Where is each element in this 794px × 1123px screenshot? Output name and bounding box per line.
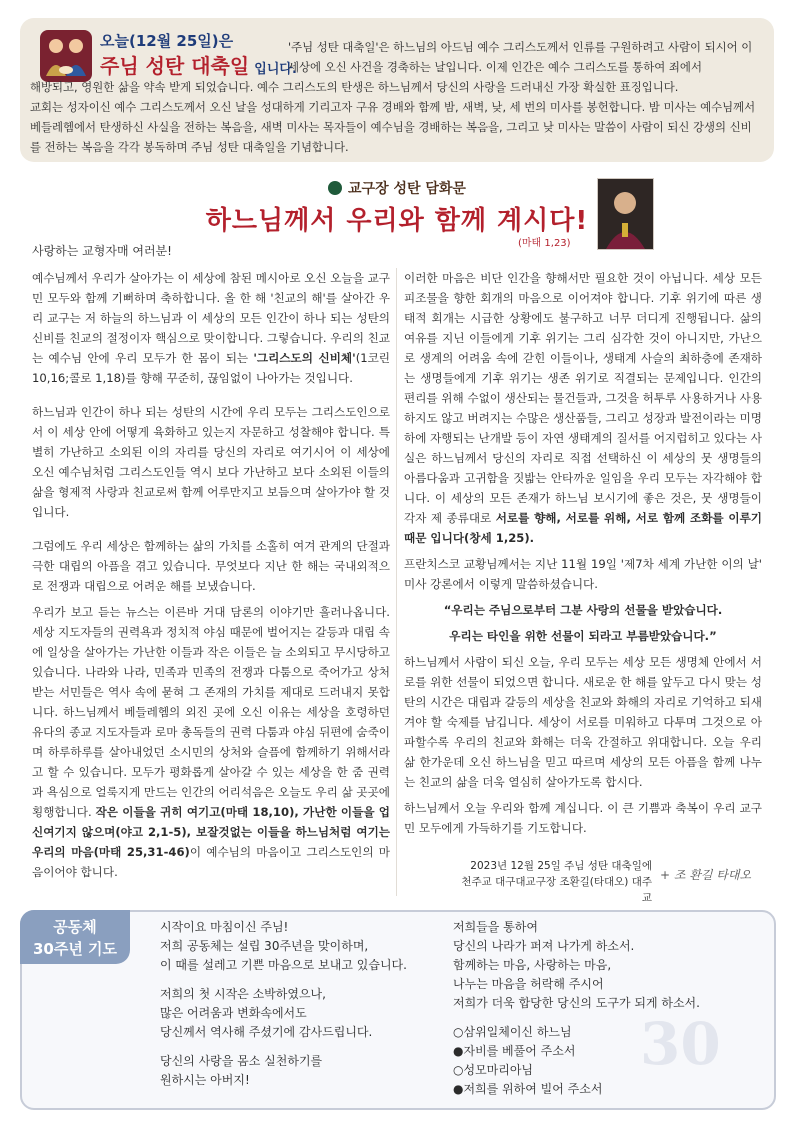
right-paragraph-4: 하느님께서 오늘 우리와 함께 계십니다. 이 큰 기쁨과 축복이 우리 교구민 모두에게 가득하기를 기도합니다. xyxy=(404,801,762,835)
intro-paragraph-1: 해방되고, 영원한 삶을 약속 받게 되었습니다. 예수 그리스도의 탄생은 하느님께서 당신의 사랑을 드러내신 가장 확실한 표징입니다. xyxy=(30,80,679,94)
prayer-column-2 xyxy=(453,918,753,1099)
left-p1-text-a: 예수님께서 우리가 살아가는 이 세상에 참된 메시아로 오신 오늘을 교구민 모두와 함께 기뻐하며 축하합니다. 올 한 해 '친교의 해'를 살아간 우리 교구는 저 하늘의 하느님과 이 세상의 모든 인간이 하나 되는 성탄의 신비를 친교의 절정이자 핵심으로 맞이합니다. 그렇습니다. 우리의 친교는 예수님 안에 우리 모두가 한 몸이 되는 xyxy=(32,271,390,365)
intro-text-rest xyxy=(30,77,758,157)
message-reference: (마태 1,23) xyxy=(518,238,571,249)
greeting: 사랑하는 교형자매 여러분! xyxy=(32,244,172,258)
left-paragraph-2: 하느님과 인간이 하나 되는 성탄의 시간에 우리 모두는 그리스도인으로서 이 세상 안에 어떻게 육화하고 있는지 자문하고 성찰해야 합니다. 특별히 가난하고 소외된 이의 자리를 당신의 자리로 여기시어 이 세상에 오신 예수님처럼 그리스도인들 역시 보다 가난하고 보다 소외된 이들의 삶을 형제적 사랑과 친교로써 함께 어루만지고 보듬으며 살아가야 할 것입니다. xyxy=(32,405,390,519)
bishop-portrait-icon xyxy=(598,179,653,249)
prayer-column-1 xyxy=(160,918,440,1100)
badge-title-suffix: 입니다. xyxy=(254,62,297,77)
pope-quote-line-2: 우리는 타인을 위한 선물이 되라고 부름받았습니다.” xyxy=(449,629,717,643)
signature-block xyxy=(452,858,652,906)
anniversary-watermark: 30 xyxy=(640,1010,721,1078)
bishop-photo xyxy=(597,178,654,250)
left-p1-bold: '그리스도의 신비체' xyxy=(253,351,356,365)
badge-title-main: 주님 성탄 대축일 xyxy=(100,54,250,78)
holy-family-icon xyxy=(38,26,94,84)
message-right-column xyxy=(404,268,762,844)
litany-line: ○삼위일체이신 하느님 xyxy=(453,1025,572,1039)
prayer-stanza: 당신의 사랑을 몸소 실천하기를 원하시는 아버지! xyxy=(160,1054,323,1087)
message-title: 하느님께서 우리와 함께 계시다! xyxy=(205,206,589,236)
prayer-label: 공동체 30주년 기도 xyxy=(20,910,130,964)
badge-title xyxy=(100,50,297,79)
signature-author: 천주교 대구대교구장 조환길(타대오) 대주교 xyxy=(461,876,652,904)
left-paragraph-3: 그럼에도 우리 세상은 함께하는 삶의 가치를 소홀히 여겨 관계의 단절과 극한 대립의 아픔을 겪고 있습니다. 무엇보다 지난 한 해는 국내외적으로 전쟁과 대립으로 어려운 해를 보냈습니다. xyxy=(32,539,390,593)
message-subtitle xyxy=(0,178,794,198)
prayer-stanza: 저희들을 통하여 당신의 나라가 퍼져 나가게 하소서. 함께하는 마음, 사랑하는 마음, 나누는 마음을 허락해 주시어 저희가 더욱 합당한 당신의 도구가 되게 하소서. xyxy=(453,920,700,1010)
intro-paragraph-2: 교회는 성자이신 예수 그리스도께서 오신 날을 성대하게 기리고자 구유 경배와 함께 밤, 새벽, 낮, 세 번의 미사를 봉헌합니다. 밤 미사는 예수님께서 베들레헴에서 탄생하신 사실을 전하는 복음을, 새벽 미사는 목자들이 예수님을 경배하는 복음을, 그리고 낮 미사는 말씀이 사람이 되신 강생의 신비를 전하는 복음을 각각 봉독하며 주님 성탄 대축일을 기념합니다. xyxy=(30,100,756,154)
message-left-column xyxy=(32,268,390,888)
litany-line: ○성모마리아님 xyxy=(453,1063,534,1077)
right-p1-text-a: 이러한 마음은 비단 인간을 향해서만 필요한 것이 아닙니다. 세상 모든 피조물을 향한 회개의 마음으로 이어져야 합니다. 기후 위기에 따른 생태적 회개는 시급한 상황에도 불구하고 너무 더디게 진행됩니다. 삶의 여유를 지닌 이들에게 기후 위기는 그리 심각한 것이 아니지만, 가난으로 생계의 어려움 속에 갇힌 이들이나, 생태계 사슬의 최하층에 존재하는 생명들에게 기후 위기는 생존 위기로 직결되는 문제입니다. 인간의 편리를 위해 수없이 생산되는 물건들과, 그것을 허투루 사용하거나 사용하지도 않고 버려지는 수많은 생산품들, 그리고 성장과 발전이라는 미명 하에 자행되는 난개발 등이 자연 생태계의 질서를 어지럽히고 있다는 사실은 하느님께서 당신의 자리로 직접 선택하신 이 세상의 뭇 생명들의 아름다움과 고귀함을 짓밟는 안타까운 일임을 우리 모두는 자각해야 합니다. 이 세상의 모든 존재가 하느님 보시기에 좋은 것은, 뭇 생명들이 각자 제 종류대로 xyxy=(404,271,762,525)
signature-date: 2023년 12월 25일 주님 성탄 대축일에 xyxy=(470,860,652,872)
left-p4-text-a: 우리가 보고 듣는 뉴스는 이른바 거대 담론의 이야기만 흘러나옵니다. 세상 지도자들의 권력욕과 정치적 야심 때문에 벌어지는 갈등과 대립 속에 일상을 살아가는 가난한 이들과 작은 이들은 늘 소외되고 무시당하고 있습니다. 나라와 나라, 민족과 민족의 전쟁과 다툼으로 죽어가고 상처받는 서민들은 역사 속에 묻혀 그 존재의 가치를 제대로 드러내지 못합니다. 하느님께서 베들레헴의 외진 곳에 오신 이유는 세상을 호령하던 유다의 종교 지도자들과 로마 총독들의 권력 다툼과 야심 뒤편에 숨죽이며 하루하루를 살아내었던 소시민의 상처와 슬픔에 함께하기 위해서라고 할 수 있습니다. 모두가 평화롭게 살아갈 수 있는 세상을 한 줌 권력과 욕심으로 얼룩지게 만드는 인간의 어리석음은 오늘도 우리 삶 곳곳에 횡행합니다. xyxy=(32,605,390,819)
left-paragraph-4 xyxy=(32,602,390,882)
litany-line: ●자비를 베풀어 주소서 xyxy=(453,1044,576,1058)
prayer-stanza: 시작이요 마침이신 주님! 저희 공동체는 설립 30주년을 맞이하며, 이 때를 설레고 기쁜 마음으로 보내고 있습니다. xyxy=(160,920,407,972)
left-p4-text-c: 이 예수님의 마음이고 그리스도인의 마음이어야 합니다. xyxy=(32,845,390,879)
left-p1-text-c: (1코린 10,16;콜로 1,18)를 향해 꾸준히, 끊임없이 나아가는 것입니다. xyxy=(32,351,390,385)
litany-line: ●저희를 위하여 빌어 주소서 xyxy=(453,1082,603,1096)
right-paragraph-2: 프란치스코 교황님께서는 지난 11월 19일 '제7차 세계 가난한 이의 날' 미사 강론에서 이렇게 말씀하셨습니다. xyxy=(404,557,762,591)
column-divider xyxy=(396,268,397,896)
intro-text-first: '주님 성탄 대축일'은 하느님의 아드님 예수 그리스도께서 인류를 구원하려고 사람이 되시어 이 세상에 오신 사건을 경축하는 날입니다. 이제 인간은 예수 그리스도를 통하여 죄에서 xyxy=(288,40,753,74)
right-paragraph-1 xyxy=(404,268,762,548)
left-p4-bold: 작은 이들을 귀히 여기고(마태 18,10), 가난한 이들을 업신여기지 않으며(야고 2,1-5), 보잘것없는 이들을 하느님처럼 여기는 우리의 마음(마태 25,31-46) xyxy=(32,805,390,859)
left-paragraph-1 xyxy=(32,268,390,388)
message-subtitle-text: 교구장 성탄 담화문 xyxy=(348,181,466,197)
handwritten-signature: + 조 환길 타대오 xyxy=(660,868,752,882)
pope-quote-line-1: “우리는 주님으로부터 그분 사랑의 선물을 받았습니다. xyxy=(443,603,723,617)
badge-date: 오늘(12월 25일)은 xyxy=(100,32,234,50)
diocese-emblem-icon xyxy=(328,181,342,195)
prayer-stanza: 저희의 첫 시작은 소박하였으나, 많은 어려움과 변화속에서도 당신께서 역사해 주셨기에 감사드립니다. xyxy=(160,987,373,1039)
right-p1-bold: 서로를 향해, 서로를 위해, 서로 함께 조화를 이루기 때문 입니다(창세 1,25). xyxy=(404,511,762,545)
right-paragraph-3: 하느님께서 사람이 되신 오늘, 우리 모두는 세상 모든 생명체 안에서 서로를 위한 선물이 되었으면 합니다. 새로운 한 해를 앞두고 다시 맞는 성탄의 시간은 대립과 갈등의 세상을 친교와 화해의 자리로 기억하고 되새겨야 할 숙제를 남깁니다. 세상이 서로를 미워하고 다투며 그것으로 아파할수록 우리의 친교와 화해는 더욱 간절하고 위대합니다. 오늘 우리 삶 한가운데 오신 하느님을 믿고 따르며 세상의 모든 아픔을 함께 나누는 친교의 삶을 더욱 열심히 살아가도록 합시다. xyxy=(404,655,762,789)
